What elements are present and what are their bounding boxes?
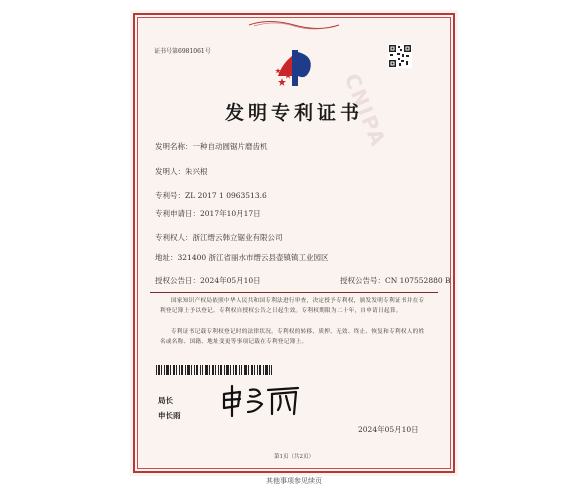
- field-value: 2017年10月17日: [200, 209, 261, 218]
- field-address: 地址：321400 浙江省丽水市缙云县壶镇镇工业园区: [155, 253, 329, 262]
- grant-date: 授权公告日：2024年05月10日: [155, 276, 261, 285]
- director-title: 局长: [158, 396, 173, 405]
- paragraph-grant-notice: 国家知识产权局依照中华人民共和国专利法进行审查，决定授予专利权，颁发发明专利证书并在专利登记簿上予以登记。专利权自授权公告之日起生效。专利权期限为二十年，自申请日起算。: [160, 298, 425, 314]
- page-indicator: 第1页（共2页）: [274, 454, 314, 460]
- page-title: 发明专利证书: [224, 102, 363, 124]
- qr-code-icon: [388, 44, 412, 68]
- field-value: 浙江缙云韩立锯业有限公司: [192, 233, 283, 242]
- field-value: 一种自动圆锯片磨齿机: [192, 142, 268, 151]
- announcement-value: CN 107552880 B: [385, 276, 451, 285]
- top-ornament-icon: [244, 20, 344, 30]
- certificate-page: [130, 10, 458, 476]
- paragraph-legal-status: 专利证书记载专利权登记时的法律状况。专利权的转移、质押、无效、终止、恢复和专利权人的姓名或名称、国籍、地址变更等事项记载在专利登记簿上。: [160, 329, 425, 345]
- grant-date-label: 授权公告日: [155, 276, 193, 285]
- watermark-text: CNIPA: [339, 70, 391, 151]
- field-value: ZL 2017 1 0963513.6: [185, 191, 267, 200]
- field-inventor: 发明人：朱兴根: [155, 167, 208, 176]
- field-label: 发明人: [155, 167, 178, 176]
- field-label: 专利权人: [155, 233, 185, 242]
- field-value: 321400 浙江省丽水市缙云县壶镇镇工业园区: [177, 253, 329, 262]
- field-invention-name: 发明名称：一种自动圆锯片磨齿机: [155, 142, 268, 151]
- field-patent-number: 专利号：ZL 2017 1 0963513.6: [155, 191, 267, 200]
- certificate-number: 证书号第6981061号: [154, 48, 211, 55]
- sign-date: 2024年05月10日: [358, 425, 419, 434]
- signature-icon: [220, 382, 304, 418]
- field-label: 地址: [155, 253, 170, 262]
- field-patentee: 专利权人：浙江缙云韩立锯业有限公司: [155, 233, 283, 242]
- field-value: 朱兴根: [185, 167, 208, 176]
- cnipa-logo-icon: [272, 46, 316, 90]
- announcement-number: 授权公告号：CN 107552880 B: [340, 276, 451, 285]
- barcode-icon: [156, 365, 272, 375]
- divider: [150, 292, 438, 293]
- field-label: 发明名称: [155, 142, 185, 151]
- field-label: 专利申请日: [155, 209, 193, 218]
- announcement-label: 授权公告号: [340, 276, 378, 285]
- director-name: 申长雨: [158, 411, 181, 420]
- field-application-date: 专利申请日：2017年10月17日: [155, 209, 261, 218]
- grant-date-value: 2024年05月10日: [200, 276, 261, 285]
- footer-note: 其他事项参见续页: [266, 477, 322, 485]
- field-label: 专利号: [155, 191, 178, 200]
